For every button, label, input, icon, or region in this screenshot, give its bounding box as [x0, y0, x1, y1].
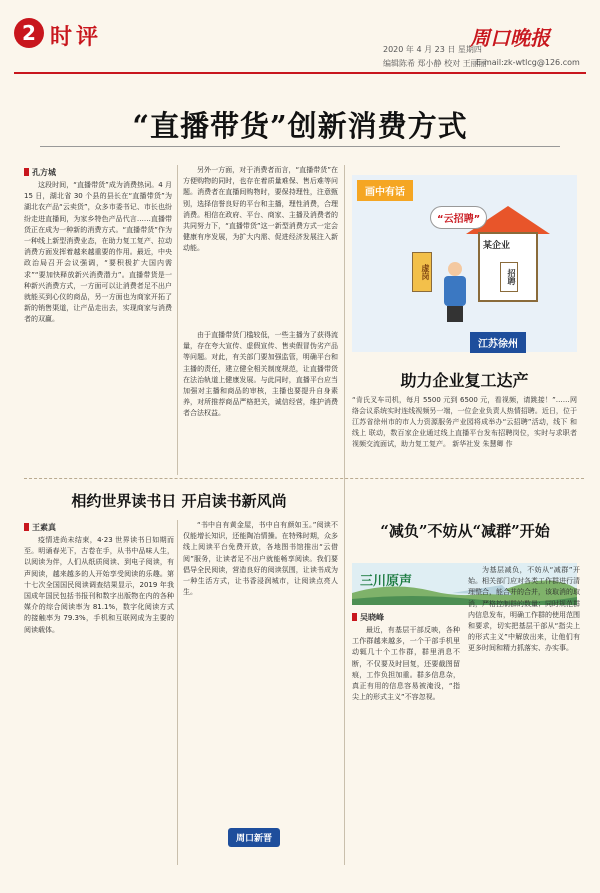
- lead-column-3: 由于直播带货门槛较低，一些主播为了获得流量，存在夸大宣传、虚假宣传、售卖假冒伪劣产品等问题。对此，有关部门要加强监管，明确平台和主播的责任，建立健全相关制度规范，让直播带货在法治轨道上健康发展。与此同时，直播平台应当加强对主播和商品的审核，主播也要提升自身素养，对所推荐商品严格把关，诚信经营，维护消费者合法权益。: [183, 331, 338, 418]
- burden-column-1: 最近，有基层干部反映，各种工作群越来越多，一个干部手机里动辄几十个工作群，群里消息不断，不仅要及时回复，还要截图留痕，工作负担加重。群多信息杂，真正有用的信息容易被淹没，“指尖上的形式主义”不容忽视。: [352, 626, 460, 702]
- page-number: 2: [14, 18, 44, 48]
- cartoon-caption: “肯氏叉车司机，每月 5500 元到 6500 元，看视频，请跳接！”……网络会议系统实时连线视频另一端，一位企业负责人热情招聘。近日，位于江苏省徐州市的市人力资源服务产业园将成举办“云招聘”活动，线下 和线上 联动，数百家企业通过线上直播平台发布招聘岗位，实时与求职者视频交流面试，助力复工复产。 新华社发 朱慧卿 作: [352, 396, 577, 448]
- right-board: 招聘: [500, 262, 518, 292]
- cartoon-tag: 画中有话: [357, 180, 413, 201]
- masthead-rule: [14, 72, 586, 74]
- person-figure: [440, 262, 470, 322]
- cartoon-headline: 助力企业复工达产: [400, 371, 529, 390]
- section-name: 时评: [50, 24, 103, 50]
- newspaper-logo: 周口晚报: [470, 26, 550, 50]
- reading-column-2: “书中自有黄金屋，书中自有颜如玉。”阅读不仅能增长知识，还能陶冶情操。在特殊时期，众多线上阅读平台免费开放，各地图书馆推出“云借阅”服务，让读者足不出户就能畅享阅读。我们要倡导全民阅读，营造良好的阅读氛围，让读书成为一种生活方式，让书香浸润城市，让阅读点亮人生。: [183, 521, 338, 597]
- speech-bubble: “云招聘”: [430, 206, 487, 229]
- cartoon-credit: 江苏徐州: [470, 332, 526, 353]
- lead-headline: “直播带货”创新消费方式: [132, 109, 468, 143]
- burden-column-2: 为基层减负，不妨从“减群”开始。相关部门应对各类工作群进行清理整合，能合并的合并，该取消的取消，严格控制群的数量；同时规范群内信息发布，明确工作群的使用范围和要求，切实把基层干部从“指尖上的形式主义”中解放出来，让他们有更多时间和精力抓落实、办实事。: [468, 566, 580, 653]
- lead-column-1: 这段时间，“直播带货”成为消费热词。4 月 15 日，湖北省 30 个县的县长在“直播带货”为湖北农产品“云卖货”，众多市委书记、市长也纷纷走进直播间，为家乡特色产品代言……直播带货正在成为一种新的消费方式。“直播带货”作为一种线上新型消费业态，在助力复工复产、拉动消费方面发挥着越来越重要的作用。最近，中央政治局召开会议强调，“要积极扩大国内需求”“要加快释放新兴消费潜力”。直播带货是一种新兴消费方式，一方面可以让消费者足不出户就能买到心仪的商品，另一方面也为商家开拓了新的销售渠道，让产品走出去，实现商家与消费者的双赢。: [24, 181, 172, 324]
- left-board: 虚岗: [412, 252, 432, 292]
- column-divider: [177, 520, 178, 865]
- reading-column-1: 疫情进尚未结束，4·23 世界读书日如期而至。明诵春光下，古卷在手，从书中品味人生，以阅读为伴，人们从纸质阅读、到电子阅读，有声阅读，越来越多的人开始享受阅读的乐趣。第十七次全国国民阅读调查结果显示，2019 年我国成年国民包括书报刊和数字出版物在内的各种媒介的综合阅读率为 81.1%，数字化阅读方式的接触率为 79.3%，手机和互联网成为主要的阅读载体。: [24, 536, 174, 634]
- editors-line: 编辑陈希 郑小静 校对 王丽丽: [383, 59, 487, 68]
- column-divider: [344, 165, 345, 865]
- photo-caption: 三川原声: [360, 574, 413, 589]
- lead-column-2: 另外一方面，对于消费者而言，“直播带货”在方便购物的同时，也存在着质量难保、售后难等问题。消费者在直播间购物时，要保持理性，注意甄别，选择信誉良好的平台和主播，理性消费，合理消费。相信在政府、平台、商家、主播及消费者的共同努力下，“直播带货”这一新型消费方式一定会健康有序发展，为扩大内需、促进经济发展注入新动能。: [183, 166, 338, 253]
- reading-author: 王素真: [24, 522, 56, 533]
- section-divider: [24, 478, 584, 479]
- email-address: E-mail:zk-wtlcg@126.com: [476, 58, 580, 67]
- lead-author: 孔方城: [24, 167, 56, 178]
- column-stamp: 周口新晋: [228, 828, 280, 847]
- headline-divider: [40, 146, 560, 147]
- burden-author: 吴晓峰: [352, 612, 384, 623]
- company-sign: 某企业: [483, 241, 511, 251]
- column-divider: [177, 165, 178, 475]
- burden-headline: “减负”不妨从“减群”开始: [380, 522, 550, 540]
- issue-date: 2020 年 4 月 23 日 星期四: [383, 45, 482, 54]
- reading-headline: 相约世界读书日 开启读书新风尚: [71, 492, 287, 510]
